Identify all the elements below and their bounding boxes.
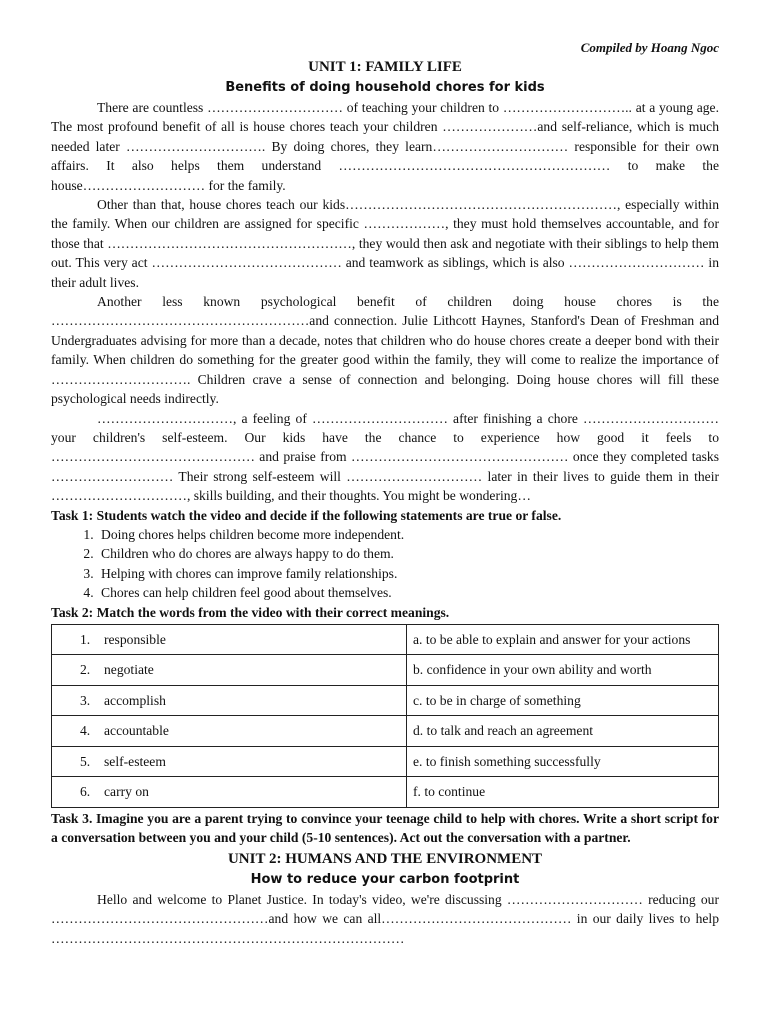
statement-item: 3. Helping with chores can improve family relationships. xyxy=(97,564,719,583)
table-row xyxy=(52,716,719,747)
unit1-paragraph-1: There are countless ………………………… of teaching your children to ……………………….. at a young age. The most profound benefit of all is house chores teach your children …………………and self-reliance, which is much needed later …………………………. By doing chores, they learn………………………… responsible for their own affairs. It also helps them understand …………………………………………………… to make the house……………………… for the family. xyxy=(51,100,719,193)
meaning-cell: d. to talk and reach an agreement xyxy=(407,716,719,747)
statement-item: 1. Doing chores helps children become more independent. xyxy=(97,525,719,544)
meaning-cell: b. confidence in your own ability and worth xyxy=(407,655,719,686)
word-cell xyxy=(52,777,407,808)
task1-instruction: Task 1: Students watch the video and decide if the following statements are true or false. xyxy=(51,507,562,523)
table-row xyxy=(52,655,719,686)
unit2-subtitle: How to reduce your carbon footprint xyxy=(250,871,520,887)
row-number: 5. xyxy=(80,753,91,769)
word-text: accomplish xyxy=(104,692,166,708)
word-text: negotiate xyxy=(104,662,154,678)
meaning-cell: c. to be in charge of something xyxy=(407,685,719,716)
word-cell xyxy=(52,685,407,716)
word-cell xyxy=(52,716,407,747)
table-row xyxy=(52,777,719,808)
meaning-cell: f. to continue xyxy=(407,777,719,808)
table-row xyxy=(52,685,719,716)
unit1-subtitle: Benefits of doing household chores for kids xyxy=(225,80,545,95)
unit2-title: UNIT 2: HUMANS AND THE ENVIRONMENT xyxy=(227,850,543,867)
task3-instruction: Task 3. Imagine you are a parent trying to convince your teenage child to help with chores. Write a short script for a conversation between you and your child (5-10 sentences). Act out the conversation with a partner. xyxy=(51,810,719,846)
word-text: responsible xyxy=(104,631,166,647)
statement-item: 2. Children who do chores are always happy to do them. xyxy=(97,544,719,563)
unit1-paragraph-2: Other than that, house chores teach our kids……………………………………………………, especially within the family. When our children are assigned for specific ………………, they must hold themselves accountable, and for those that ………………………………………………, they would then ask and negotiate with their siblings to help them out. This very act …………………………………… and teamwork as siblings, which is also ………………………… in their adult lives. xyxy=(51,197,719,290)
unit2-paragraph: Hello and welcome to Planet Justice. In today's video, we're discussing ………………………… reducing our …………………………………………and how we can all…………………………………… in our daily lives to help …………………………………………………………………… xyxy=(51,891,719,946)
task2-instruction: Task 2: Match the words from the video with their correct meanings. xyxy=(51,604,450,620)
word-cell xyxy=(52,746,407,777)
compiled-by: Compiled by Hoang Ngoc xyxy=(580,40,719,55)
row-number: 4. xyxy=(80,723,91,739)
table-row xyxy=(52,746,719,777)
row-number: 6. xyxy=(80,784,91,800)
row-number: 1. xyxy=(80,631,91,647)
unit1-paragraph-4: …………………………, a feeling of ………………………… after finishing a chore ………………………… your children's self-esteem. Our kids have the chance to experience how good it feels to ……………………………………… and praise from ………………………………………… once they completed tasks ……………………… Their strong self-esteem will ………………………… later in their lives to guide them in their …………………………, skills building, and their thoughts. You might be wondering… xyxy=(51,410,719,504)
word-text: accountable xyxy=(104,723,169,739)
word-text: carry on xyxy=(104,784,149,800)
table-row xyxy=(52,624,719,655)
row-number: 3. xyxy=(80,692,91,708)
word-text: self-esteem xyxy=(104,753,166,769)
row-number: 2. xyxy=(80,662,91,678)
meaning-cell: e. to finish something successfully xyxy=(407,746,719,777)
word-cell xyxy=(52,624,407,655)
word-cell xyxy=(52,655,407,686)
unit1-title: UNIT 1: FAMILY LIFE xyxy=(308,59,462,75)
task1-statements xyxy=(51,525,719,603)
worksheet-page xyxy=(51,38,719,948)
meaning-cell: a. to be able to explain and answer for your actions xyxy=(407,624,719,655)
unit1-paragraph-3: Another less known psychological benefit of children doing house chores is the …………………………………………………and connection. Julie Lithcott Haynes, Stanford's Dean of Freshman and Undergraduates advising for more than a decade, notes that children who do house chores create a deeper bond with their family. When children do something for the greater good within the family, they will come to realize the importance of …………………………. Children crave a sense of connection and belonging. Doing house chores will fill these psychological needs indirectly. xyxy=(51,294,719,407)
statement-item: 4. Chores can help children feel good about themselves. xyxy=(97,583,719,602)
matching-table xyxy=(51,624,719,808)
